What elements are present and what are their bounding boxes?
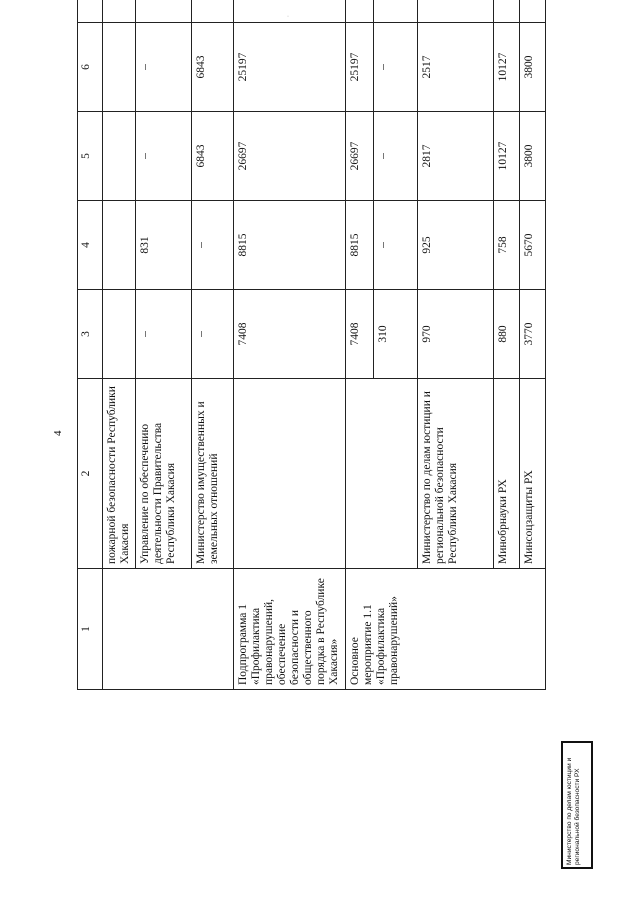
table-cell bbox=[103, 290, 136, 379]
table-cell: 2517 bbox=[418, 23, 494, 112]
table-cell: 831 bbox=[136, 201, 192, 290]
table-cell: – bbox=[374, 23, 418, 112]
scan-speck: · bbox=[287, 14, 289, 20]
table-cell: 10127 bbox=[494, 23, 520, 112]
table-cell: – bbox=[136, 290, 192, 379]
table-cell: – bbox=[136, 112, 192, 201]
header-col-6: 6 bbox=[78, 23, 103, 112]
table-cell bbox=[103, 569, 136, 690]
ministry-stamp bbox=[561, 741, 593, 869]
table-cell: – bbox=[192, 201, 234, 290]
table-cell: Минсоцзащиты РХ bbox=[520, 379, 546, 569]
header-col-1: 1 bbox=[78, 569, 103, 690]
table-row bbox=[136, 0, 192, 690]
table-cell: Основное мероприятие 1.1 «Профилактика правонарушений» bbox=[346, 569, 546, 690]
table-row bbox=[103, 0, 136, 690]
table-container bbox=[77, 52, 597, 690]
table-cell bbox=[346, 379, 418, 569]
table-header-row bbox=[78, 0, 103, 690]
table-cell: 10127 bbox=[494, 112, 520, 201]
table-cell: 6843 bbox=[192, 23, 234, 112]
header-col-5: 5 bbox=[78, 112, 103, 201]
table-row bbox=[192, 0, 234, 690]
header-col-3: 3 bbox=[78, 290, 103, 379]
header-col-7 bbox=[78, 0, 103, 23]
table-cell bbox=[346, 0, 374, 23]
table-cell: 8815 bbox=[346, 201, 374, 290]
table-cell: Подпрограмма 1 «Профилактика правонарушений, обеспечение безопасности и общественного порядка в Республике Хакасия» bbox=[234, 569, 346, 690]
table-cell bbox=[234, 0, 346, 23]
table-cell: 3770 bbox=[520, 290, 546, 379]
table-cell bbox=[103, 23, 136, 112]
table-cell: 26697 bbox=[234, 112, 346, 201]
table-cell bbox=[234, 379, 346, 569]
table-cell: 7408 bbox=[234, 290, 346, 379]
table-cell: 25197 bbox=[234, 23, 346, 112]
table-cell: 310 bbox=[374, 290, 418, 379]
table-cell: 8815 bbox=[234, 201, 346, 290]
table-cell bbox=[103, 112, 136, 201]
table-cell bbox=[494, 0, 520, 23]
table-cell bbox=[103, 201, 136, 290]
table-cell: 758 bbox=[494, 201, 520, 290]
table-cell bbox=[136, 569, 192, 690]
budget-table bbox=[77, 0, 546, 690]
header-col-2: 2 bbox=[78, 379, 103, 569]
table-cell bbox=[374, 0, 418, 23]
table-cell: пожарной безопасности Республики Хакасия bbox=[103, 379, 136, 569]
table-cell: 3800 bbox=[520, 112, 546, 201]
page-number: 4 bbox=[52, 430, 64, 436]
table-cell: – bbox=[192, 290, 234, 379]
table-cell: 925 bbox=[418, 201, 494, 290]
table-row bbox=[346, 0, 374, 690]
stamp-text: Министерство по делам юстиции и региональной безопасности РХ bbox=[566, 757, 581, 865]
table-cell bbox=[136, 0, 192, 23]
table-cell: 880 bbox=[494, 290, 520, 379]
table-cell bbox=[418, 0, 494, 23]
table-cell: Министерство по делам юстиции и региональной безопасности Республики Хакасия bbox=[418, 379, 494, 569]
table-cell: – bbox=[374, 112, 418, 201]
table-cell bbox=[520, 0, 546, 23]
header-col-4: 4 bbox=[78, 201, 103, 290]
table-row bbox=[234, 0, 346, 690]
table-cell: 26697 bbox=[346, 112, 374, 201]
table-cell: 5670 bbox=[520, 201, 546, 290]
table-cell bbox=[192, 569, 234, 690]
table-cell: – bbox=[136, 23, 192, 112]
table-cell bbox=[103, 0, 136, 23]
table-cell: 6843 bbox=[192, 112, 234, 201]
table-cell: Министерство имущественных и земельных отношений bbox=[192, 379, 234, 569]
table-cell bbox=[192, 0, 234, 23]
table-cell: 25197 bbox=[346, 23, 374, 112]
table-cell: 7408 bbox=[346, 290, 374, 379]
table-cell: 3800 bbox=[520, 23, 546, 112]
table-cell: Управление по обеспечению деятельности Правительства Республики Хакасия bbox=[136, 379, 192, 569]
table-cell: 2817 bbox=[418, 112, 494, 201]
table-cell: Минобрнауки РХ bbox=[494, 379, 520, 569]
table-cell: – bbox=[374, 201, 418, 290]
table-cell: 970 bbox=[418, 290, 494, 379]
